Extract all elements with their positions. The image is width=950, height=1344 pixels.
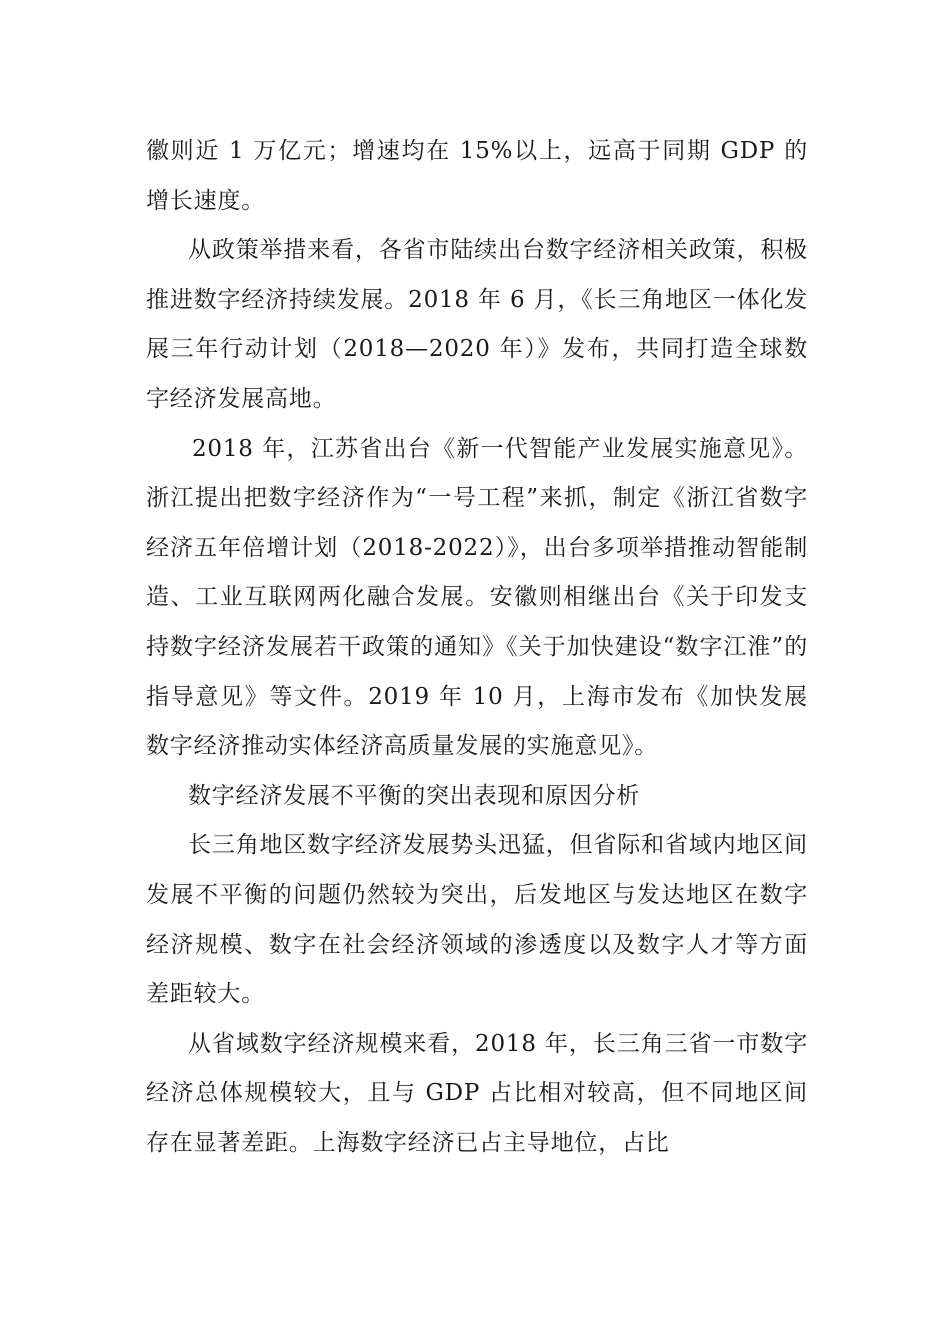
paragraph-continued: 徽则近 1 万亿元；增速均在 15%以上，远高于同期 GDP 的增长速度。: [146, 138, 808, 214]
paragraph-policy-measures: 从政策举措来看，各省市陆续出台数字经济相关政策，积极推进数字经济持续发展。2018 年 6 月，《长三角地区一体化发展三年行动计划（2018—2020 年）》发布，共同打造全球数字经济发展高地。: [146, 237, 808, 412]
paragraph-imbalance: 长三角地区数字经济发展势头迅猛，但省际和省域内地区间发展不平衡的问题仍然较为突出，后发地区与发达地区在数字经济规模、数字在社会经济领域的渗透度以及数字人才等方面差距较大。: [146, 832, 808, 1008]
paragraph-provincial-scale: 从省域数字经济规模来看，2018 年，长三角三省一市数字经济总体规模较大，且与 GDP 占比相对较高，但不同地区间存在显著差距。上海数字经济已占主导地位，占比: [146, 1030, 808, 1156]
paragraph-provincial-policies: 2018 年，江苏省出台《新一代智能产业发展实施意见》。浙江提出把数字经济作为“一号工程”来抓，制定《浙江省数字经济五年倍增计划（2018-2022）》，出台多项举措推动智能制造、工业互联网两化融合发展。安徽则相继出台《关于印发支持数字经济发展若干政策的通知》《关于加快建设“数字江淮”的指导意见》等文件。2019 年 10 月，上海市发布《加快发展数字经济推动实体经济高质量发展的实施意见》。: [146, 435, 808, 760]
document-body: [146, 127, 808, 1168]
section-heading: 数字经济发展不平衡的突出表现和原因分析: [188, 782, 641, 809]
